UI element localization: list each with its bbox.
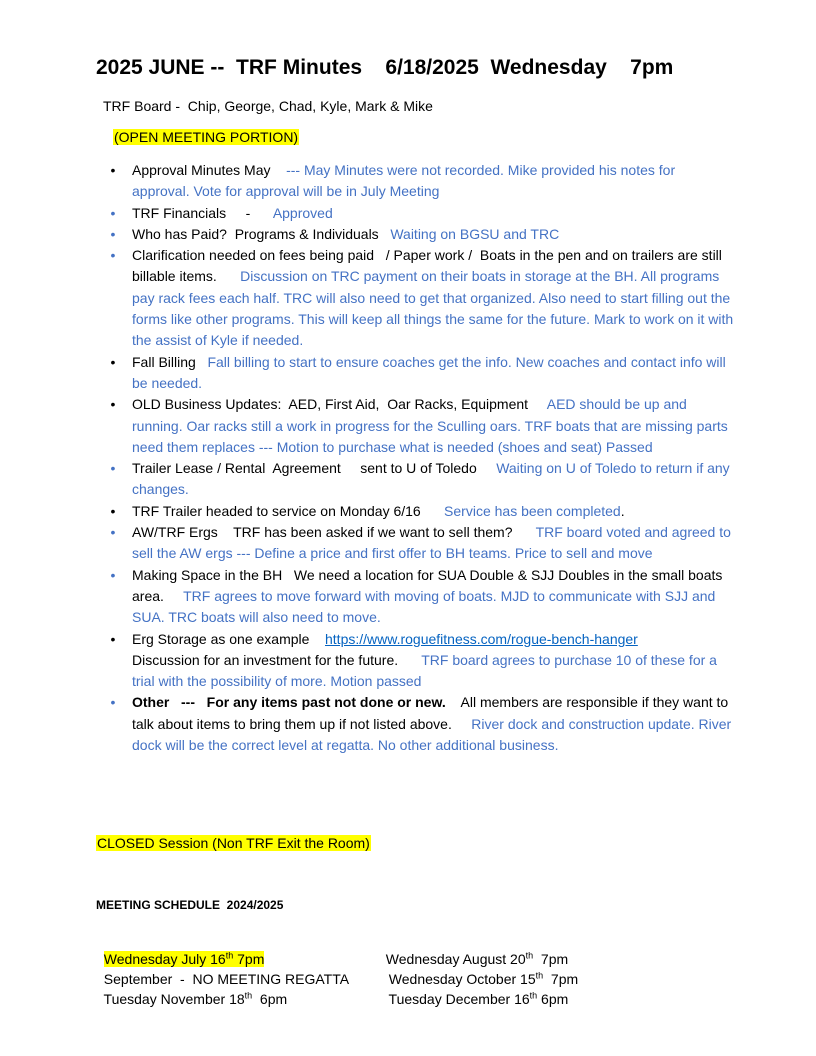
date-text: Tuesday November 18: [103, 991, 245, 1007]
agenda-list: [96, 160, 736, 756]
item-topic-continued: Discussion for an investment for the future.: [132, 651, 422, 668]
date-time: 6pm: [537, 991, 569, 1007]
schedule-title: MEETING SCHEDULE 2024/2025: [96, 898, 284, 912]
bullet-icon: •: [110, 204, 116, 221]
date-suffix: th: [244, 990, 253, 1001]
item-tail: .: [620, 502, 625, 519]
bullet-icon: •: [110, 225, 116, 242]
item-topic: Who has Paid? Programs & Individuals: [132, 225, 391, 242]
item-note: AED should be up and running. Oar racks still a work in progress for the Sculling oars. TRF boats that are missing parts need them replaces --- Motion to purchase what is needed (shoes and seat) Passed: [132, 396, 728, 455]
agenda-item: [96, 160, 736, 203]
bullet-icon: •: [110, 524, 116, 541]
item-note: Discussion on TRC payment on their boats in storage at the BH. All programs pay rack fees each half. TRC will also need to get that organized. Also need to start filling out the forms like other programs. This will keep all things the same for the future. Mark to work on it with the assist of Kyle if needed.: [132, 268, 734, 349]
item-topic: TRF Financials -: [132, 204, 273, 221]
date-time: 7pm: [533, 951, 569, 967]
schedule-date: [381, 975, 568, 1007]
bullet-icon: •: [110, 566, 116, 583]
date-text: Wednesday July 16: [103, 951, 226, 967]
item-topic: Approval Minutes May: [132, 162, 287, 178]
bullet-icon: •: [110, 396, 116, 413]
bullet-icon: •: [110, 353, 116, 370]
agenda-item: [96, 501, 736, 522]
item-topic: All members are responsible if they want to talk about items to bring them up if not listed above.: [132, 694, 733, 732]
agenda-item: [96, 692, 736, 756]
agenda-item: [96, 565, 736, 629]
bullet-icon: •: [110, 630, 116, 647]
item-bold-topic: Other --- For any items past not done or new.: [132, 694, 446, 711]
bullet-icon: •: [110, 502, 116, 519]
closed-session-label: CLOSED Session (Non TRF Exit the Room): [97, 835, 370, 851]
item-topic: Fall Billing: [132, 353, 208, 370]
date-time: 7pm: [543, 971, 579, 987]
item-topic: OLD Business Updates: AED, First Aid, Oar Racks, Equipment: [132, 396, 547, 413]
date-text: Tuesday December 16: [388, 991, 530, 1007]
item-topic: TRF Trailer headed to service on Monday 6/16: [132, 502, 445, 519]
agenda-item: [96, 352, 736, 395]
item-note: Waiting on U of Toledo to return if any changes.: [132, 460, 730, 498]
bullet-icon: •: [110, 694, 116, 711]
item-note: --- May Minutes were not recorded. Mike provided his notes for approval. Vote for approval will be in July Meeting: [132, 162, 676, 200]
agenda-item: [96, 458, 736, 501]
agenda-item: [96, 629, 736, 693]
bullet-icon: •: [110, 247, 116, 264]
item-note: Approved: [272, 204, 333, 221]
item-topic: Erg Storage as one example: [132, 630, 325, 647]
open-meeting-label: (OPEN MEETING PORTION): [114, 129, 299, 145]
agenda-item: [96, 522, 736, 565]
date-time: 7pm: [233, 951, 265, 967]
rogue-bench-hanger-link[interactable]: https://www.roguefitness.com/rogue-bench-hanger: [325, 630, 638, 647]
item-note: River dock and construction update. River dock will be the correct level at regatta. No other additional business.: [132, 715, 732, 754]
date-time: 6pm: [252, 991, 288, 1007]
agenda-item: [96, 394, 736, 458]
schedule-date: [96, 975, 287, 1007]
item-note: TRF board voted and agreed to sell the AW ergs --- Define a price and first offer to BH teams. Price to sell and move: [132, 524, 731, 562]
item-note: Waiting on BGSU and TRC: [390, 225, 560, 242]
item-topic: Clarification needed on fees being paid / Paper work / Boats in the pen and on trailers are still billable items.: [132, 247, 726, 285]
agenda-item: [96, 245, 736, 351]
date-text: September - NO MEETING REGATTA: [103, 971, 350, 987]
agenda-item: [96, 203, 736, 224]
date-suffix: th: [225, 950, 234, 961]
item-topic: AW/TRF Ergs TRF has been asked if we want to sell them?: [132, 524, 536, 541]
document-title: 2025 JUNE -- TRF Minutes 6/18/2025 Wednesday 7pm: [96, 56, 674, 79]
agenda-item: [96, 224, 736, 245]
item-topic: Making Space in the BH We need a location for SUA Double & SJJ Doubles in the small boats area.: [132, 566, 727, 604]
board-members: TRF Board - Chip, George, Chad, Kyle, Mark & Mike: [103, 98, 433, 114]
item-note: Fall billing to start to ensure coaches get the info. New coaches and contact info will be needed.: [132, 353, 726, 391]
date-suffix: th: [525, 950, 534, 961]
item-topic: Trailer Lease / Rental Agreement sent to U of Toledo: [132, 460, 497, 477]
date-text: Wednesday October 15: [388, 971, 536, 987]
bullet-icon: •: [110, 460, 116, 477]
date-suffix: th: [535, 970, 544, 981]
date-text: Wednesday August 20: [385, 951, 526, 967]
bullet-icon: •: [110, 162, 116, 178]
item-note: TRF board agrees to purchase 10 of these for a trial with the possibility of more. Motion passed: [132, 651, 717, 690]
item-note: TRF agrees to move forward with moving of boats. MJD to communicate with SJJ and SUA. TRC boats will also need to move.: [132, 587, 716, 626]
date-suffix: th: [529, 990, 538, 1001]
item-note: Service has been completed: [444, 502, 621, 519]
